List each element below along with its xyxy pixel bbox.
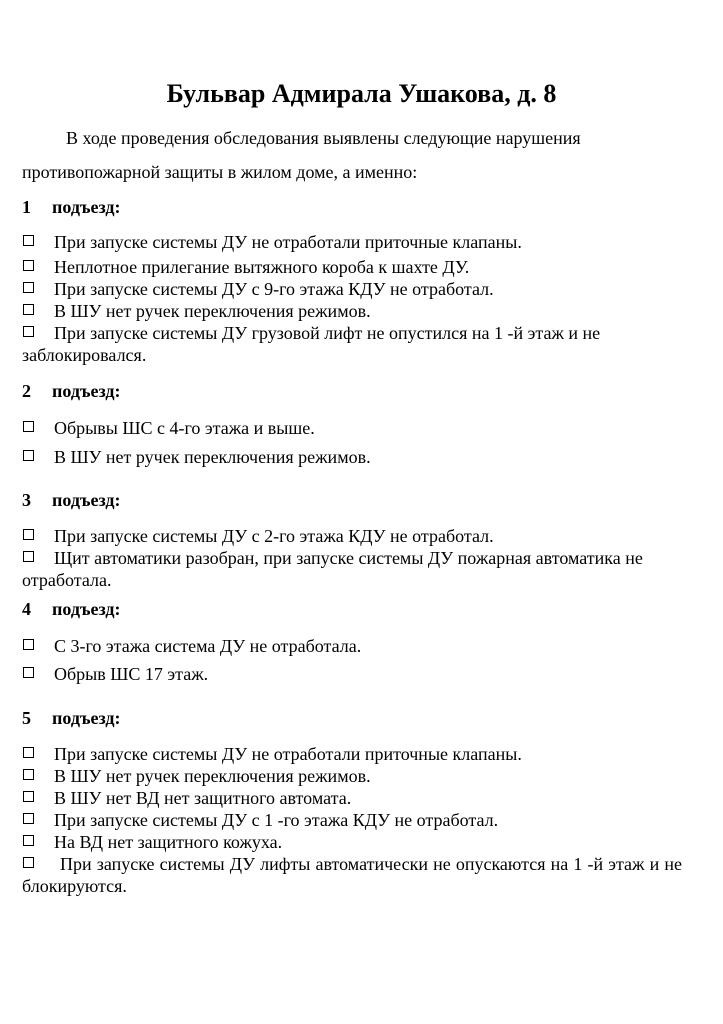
checkbox-icon <box>23 450 34 461</box>
list-item: При запуске системы ДУ лифты автоматически не опускаются на 1 -й этаж и не блокируются. <box>22 854 682 896</box>
section-heading-1 <box>22 196 120 218</box>
intro-line-2: противопожарной защиты в жилом доме, а именно: <box>22 162 418 182</box>
section-label: подъезд: <box>52 490 121 510</box>
section-number: 1 <box>22 197 31 217</box>
list-item: При запуске системы ДУ не отработали приточные клапаны. <box>22 743 682 765</box>
checkbox-icon <box>23 667 34 678</box>
checkbox-icon <box>23 769 34 780</box>
section-label: подъезд: <box>52 381 121 401</box>
checkbox-icon <box>23 639 34 650</box>
intro-line-1: В ходе проведения обследования выявлены следующие нарушения <box>66 128 581 148</box>
list-item: С 3-го этажа система ДУ не отработала. <box>22 635 682 657</box>
checkbox-icon <box>23 304 34 315</box>
list-item: Щит автоматики разобран, при запуске системы ДУ пожарная автоматика не отработала. <box>22 548 643 590</box>
list-item: Обрыв ШС 17 этаж. <box>22 663 682 685</box>
list-item: При запуске системы ДУ грузовой лифт не опустился на 1 -й этаж и не заблокировался. <box>22 323 601 365</box>
section-label: подъезд: <box>52 708 121 728</box>
checkbox-icon <box>23 260 34 271</box>
section-number: 5 <box>22 708 31 728</box>
checkbox-icon <box>23 835 34 846</box>
section-heading-3 <box>22 489 120 511</box>
section-number: 2 <box>22 381 31 401</box>
list-item: При запуске системы ДУ с 2-го этажа КДУ не отработал. <box>22 525 682 547</box>
list-item: Обрывы ШС с 4-го этажа и выше. <box>22 417 682 439</box>
list-item: В ШУ нет ручек переключения режимов. <box>22 446 682 468</box>
section-label: подъезд: <box>52 197 121 217</box>
section-number: 3 <box>22 490 31 510</box>
list-item: В ШУ нет ручек переключения режимов. <box>22 300 682 322</box>
section-heading-4 <box>22 598 120 620</box>
checkbox-icon <box>23 529 34 540</box>
list-item: При запуске системы ДУ не отработали приточные клапаны. <box>22 231 682 253</box>
checkbox-icon <box>23 326 34 337</box>
section-heading-5 <box>22 707 120 729</box>
checkbox-icon <box>23 857 34 868</box>
checkbox-icon <box>23 421 34 432</box>
section-label: подъезд: <box>52 599 121 619</box>
list-item: При запуске системы ДУ с 1 -го этажа КДУ не отработал. <box>22 809 682 831</box>
checkbox-icon <box>23 551 34 562</box>
list-item: При запуске системы ДУ с 9-го этажа КДУ не отработал. <box>22 278 682 300</box>
list-item: В ШУ нет ручек переключения режимов. <box>22 765 682 787</box>
page-title: Бульвар Адмирала Ушакова, д. 8 <box>166 79 557 108</box>
list-item: Неплотное прилегание вытяжного короба к шахте ДУ. <box>22 256 682 278</box>
list-item: В ШУ нет ВД нет защитного автомата. <box>22 787 682 809</box>
checkbox-icon <box>23 235 34 246</box>
list-item: На ВД нет защитного кожуха. <box>22 831 682 853</box>
section-number: 4 <box>22 599 31 619</box>
checkbox-icon <box>23 791 34 802</box>
checkbox-icon <box>23 747 34 758</box>
section-heading-2 <box>22 380 120 402</box>
checkbox-icon <box>23 282 34 293</box>
checkbox-icon <box>23 813 34 824</box>
